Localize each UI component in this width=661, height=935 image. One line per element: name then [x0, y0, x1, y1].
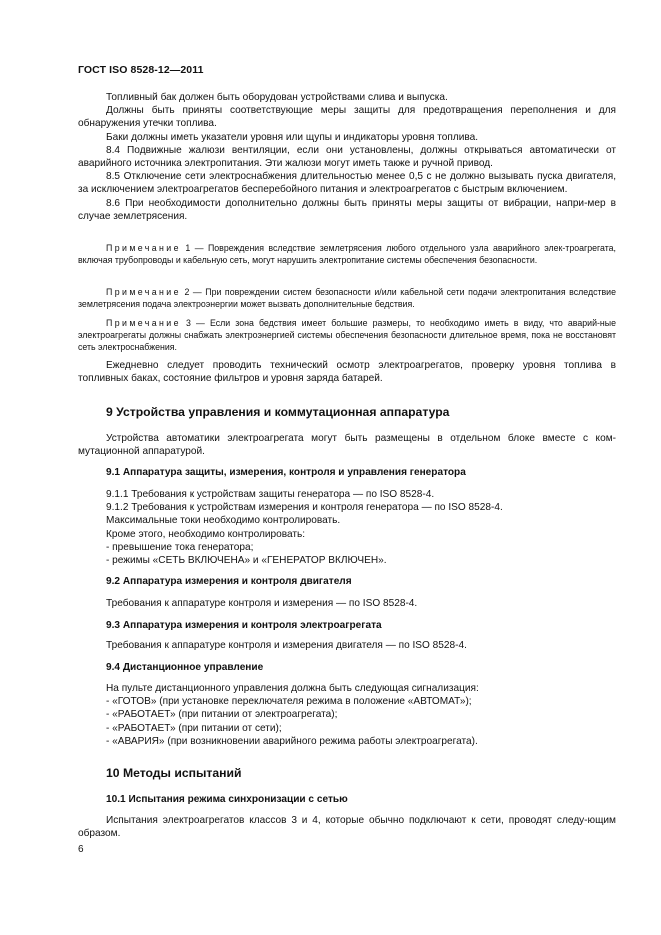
inspection-paragraph: Ежедневно следует проводить технический осмотр электроагрегатов, проверку уровня топлива в топливных баках, состояние фильтров и уровня заряда батарей. [78, 360, 616, 385]
subsection-9-1-title: 9.1 Аппаратура защиты, измерения, контроля и управления генератора [106, 467, 466, 478]
section-9-title: 9 Устройства управления и коммутационная аппаратура [106, 405, 450, 419]
subsection-9-4-body [78, 682, 616, 748]
list-item: Максимальные токи необходимо контролировать. [106, 515, 341, 527]
list-item: 9.1.2 Требования к устройствам измерения и контроля генератора — по ISO 8528-4. [106, 502, 503, 514]
note-1 [78, 242, 616, 266]
subsection-9-1-body [78, 488, 616, 567]
section-9-intro: Устройства автоматики электроагрегата могут быть размещены в отдельном блоке вместе с ком-мутационной аппаратурой. [78, 433, 616, 458]
list-item: Кроме этого, необходимо контролировать: [106, 528, 306, 540]
fuel-tank-requirements [78, 91, 616, 223]
list-item: - режимы «СЕТЬ ВКЛЮЧЕНА» и «ГЕНЕРАТОР ВКЛЮЧЕН». [106, 555, 387, 567]
list-item: - «РАБОТАЕТ» (при питании от сети); [106, 722, 282, 734]
subsection-9-3-body: Требования к аппаратуре контроля и измерения двигателя — по ISO 8528-4. [106, 640, 467, 651]
page-number: 6 [78, 844, 84, 855]
note-label: Примечание [106, 287, 181, 297]
subsection-9-3-title: 9.3 Аппаратура измерения и контроля электроагрегата [106, 620, 382, 631]
list-item: - превышение тока генератора; [106, 541, 254, 553]
paragraph: Топливный бак должен быть оборудован устройствами слива и выпуска. [106, 92, 448, 103]
paragraph-8-4: 8.4 Подвижные жалюзи вентиляции, если они установлены, должны открываться автоматически от аварийного источника электропитания. Эти жалюзи могут иметь также и ручной привод. [78, 144, 616, 170]
paragraph-8-6: 8.6 При необходимости дополнительно должны быть приняты меры защиты от вибрации, напри-мер в случае землетрясения. [78, 197, 616, 222]
note-2 [78, 286, 616, 310]
subsection-10-1-body: Испытания электроагрегатов классов 3 и 4, которые обычно подключают к сети, проводят следу-ющим образом. [78, 815, 616, 840]
list-item: 9.1.1 Требования к устройствам защиты генератора — по ISO 8528-4. [106, 489, 435, 500]
section-10-title: 10 Методы испытаний [106, 766, 242, 780]
subsection-9-2-title: 9.2 Аппаратура измерения и контроля двигателя [106, 576, 352, 587]
note-3 [78, 317, 616, 354]
list-item: На пульте дистанционного управления должна быть следующая сигнализация: [106, 683, 479, 694]
list-item: - «ГОТОВ» (при установке переключателя режима в положение «АВТОМАТ»); [106, 696, 472, 708]
subsection-9-4-title: 9.4 Дистанционное управление [106, 662, 264, 673]
note-label: Примечание [106, 318, 181, 328]
note-text: 3 — Если зона бедствия имеет большие размеры, то необходимо иметь в виду, что аварий-ные электроагрегаты должны снабжать электроэнергией системы обеспечения безопасности длительное время, пока не восстановят сеть электроснабжения. [78, 318, 616, 353]
document-header: ГОСТ ISO 8528-12—2011 [78, 64, 204, 76]
paragraph-8-5: 8.5 Отключение сети электроснабжения длительностью менее 0,5 с не должно вызывать пуска двигателя, за исключением электроагрегатов бесперебойного питания и электроагрегатов с быстрым включением. [78, 171, 616, 196]
paragraph: Должны быть приняты соответствующие меры защиты для предотвращения переполнения и для обнаружения утечки топлива. [78, 105, 616, 130]
note-text: 1 — Повреждения вследствие землетрясения любого отдельного узла аварийного элек-троагрегата, включая трубопроводы и кабельную сеть, могут нарушить электропитание системы обеспечения безопасности. [78, 243, 616, 266]
note-text: 2 — При повреждении систем безопасности и/или кабельной сети подачи электропитания вследствие землетрясения подача электроэнергии может вызвать дополнительные бедствия. [78, 287, 616, 310]
paragraph: Баки должны иметь указатели уровня или щупы и индикаторы уровня топлива. [106, 131, 479, 143]
list-item: - «АВАРИЯ» (при возникновении аварийного режима работы электроагрегата). [106, 735, 478, 747]
note-label: Примечание [106, 243, 181, 253]
subsection-10-1-title: 10.1 Испытания режима синхронизации с сетью [106, 794, 348, 805]
subsection-9-2-body: Требования к аппаратуре контроля и измерения — по ISO 8528-4. [106, 598, 418, 609]
list-item: - «РАБОТАЕТ» (при питании от электроагрегата); [106, 709, 338, 721]
